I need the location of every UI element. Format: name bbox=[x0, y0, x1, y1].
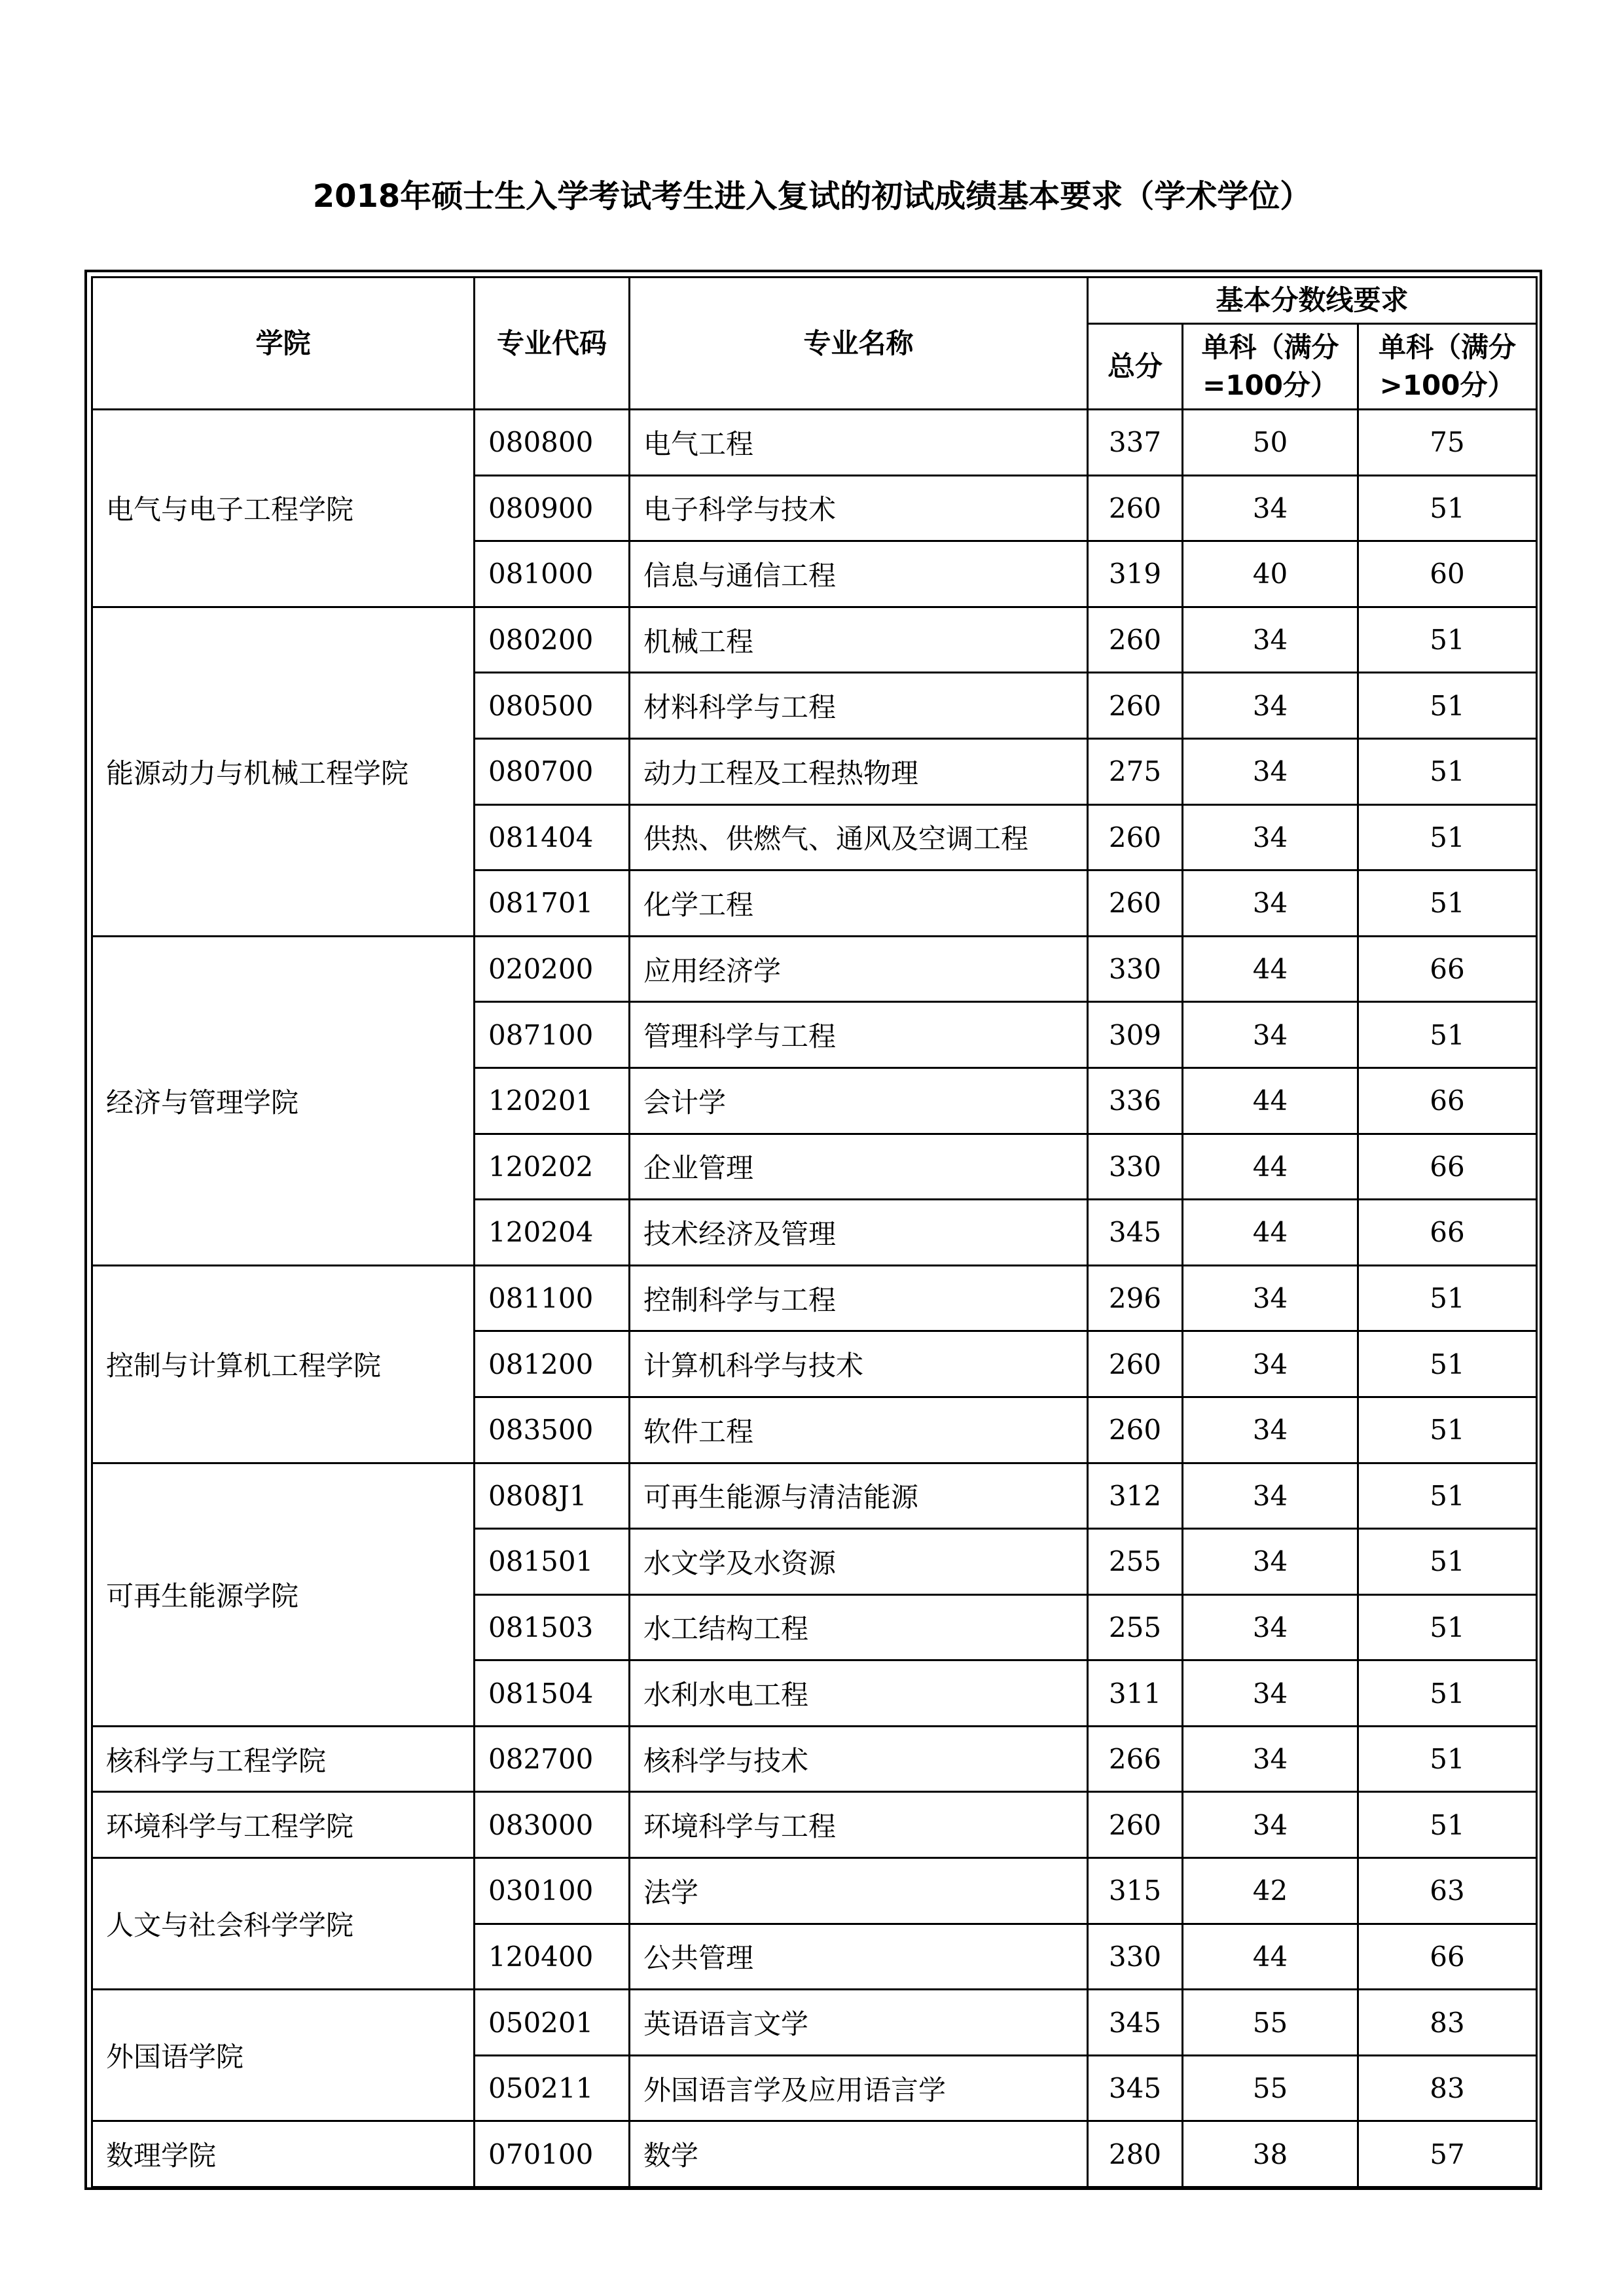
single-100-score-cell: 34 bbox=[1183, 1792, 1358, 1858]
single-over-100-score-cell: 51 bbox=[1358, 1594, 1537, 1660]
total-score-cell: 260 bbox=[1088, 673, 1183, 739]
major-code-cell: 081404 bbox=[475, 804, 630, 870]
major-code-cell: 080200 bbox=[475, 607, 630, 673]
school-cell: 环境科学与工程学院 bbox=[92, 1792, 475, 1858]
major-name-cell: 数学 bbox=[630, 2121, 1088, 2187]
single-100-score-cell: 44 bbox=[1183, 1134, 1358, 1200]
major-code-cell: 081501 bbox=[475, 1529, 630, 1595]
major-name-cell: 动力工程及工程热物理 bbox=[630, 738, 1088, 804]
single-over-100-score-cell: 51 bbox=[1358, 738, 1537, 804]
single-100-score-cell: 44 bbox=[1183, 1200, 1358, 1266]
major-name-cell: 英语语言文学 bbox=[630, 1990, 1088, 2056]
single-100-score-cell: 34 bbox=[1183, 1265, 1358, 1331]
single-100-score-cell: 44 bbox=[1183, 1067, 1358, 1134]
single-over-100-score-cell: 66 bbox=[1358, 1134, 1537, 1200]
score-table bbox=[91, 276, 1538, 2188]
major-name-cell: 技术经济及管理 bbox=[630, 1200, 1088, 1266]
table-row bbox=[92, 2121, 1537, 2187]
major-name-cell: 环境科学与工程 bbox=[630, 1792, 1088, 1858]
major-code-cell: 080800 bbox=[475, 410, 630, 476]
header-name: 专业名称 bbox=[630, 278, 1088, 410]
single-over-100-score-cell: 51 bbox=[1358, 1463, 1537, 1529]
major-code-cell: 120202 bbox=[475, 1134, 630, 1200]
header-total: 总分 bbox=[1088, 324, 1183, 410]
single-over-100-score-cell: 83 bbox=[1358, 1990, 1537, 2056]
single-over-100-score-cell: 83 bbox=[1358, 2055, 1537, 2121]
table-row bbox=[92, 1792, 1537, 1858]
total-score-cell: 330 bbox=[1088, 936, 1183, 1002]
major-name-cell: 计算机科学与技术 bbox=[630, 1331, 1088, 1397]
major-name-cell: 企业管理 bbox=[630, 1134, 1088, 1200]
table-row bbox=[92, 936, 1537, 1002]
major-code-cell: 050201 bbox=[475, 1990, 630, 2056]
total-score-cell: 330 bbox=[1088, 1924, 1183, 1990]
major-code-cell: 080900 bbox=[475, 475, 630, 541]
school-cell: 人文与社会科学学院 bbox=[92, 1858, 475, 1990]
table-row bbox=[92, 1726, 1537, 1792]
total-score-cell: 260 bbox=[1088, 1331, 1183, 1397]
major-name-cell: 电子科学与技术 bbox=[630, 475, 1088, 541]
total-score-cell: 345 bbox=[1088, 2055, 1183, 2121]
major-name-cell: 外国语言学及应用语言学 bbox=[630, 2055, 1088, 2121]
page-title: 2018年硕士生入学考试考生进入复试的初试成绩基本要求（学术学位） bbox=[312, 178, 1312, 215]
school-cell: 数理学院 bbox=[92, 2121, 475, 2187]
total-score-cell: 315 bbox=[1088, 1858, 1183, 1924]
total-score-cell: 296 bbox=[1088, 1265, 1183, 1331]
major-code-cell: 120204 bbox=[475, 1200, 630, 1266]
major-name-cell: 公共管理 bbox=[630, 1924, 1088, 1990]
major-name-cell: 核科学与技术 bbox=[630, 1726, 1088, 1792]
total-score-cell: 345 bbox=[1088, 1990, 1183, 2056]
major-code-cell: 120201 bbox=[475, 1067, 630, 1134]
single-over-100-score-cell: 51 bbox=[1358, 1002, 1537, 1068]
total-score-cell: 260 bbox=[1088, 870, 1183, 937]
major-code-cell: 020200 bbox=[475, 936, 630, 1002]
single-100-score-cell: 34 bbox=[1183, 870, 1358, 937]
single-100-score-cell: 40 bbox=[1183, 541, 1358, 607]
major-name-cell: 机械工程 bbox=[630, 607, 1088, 673]
total-score-cell: 260 bbox=[1088, 1792, 1183, 1858]
major-name-cell: 管理科学与工程 bbox=[630, 1002, 1088, 1068]
major-name-cell: 软件工程 bbox=[630, 1397, 1088, 1463]
total-score-cell: 311 bbox=[1088, 1660, 1183, 1727]
single-100-score-cell: 55 bbox=[1183, 2055, 1358, 2121]
table-row bbox=[92, 607, 1537, 673]
header-code: 专业代码 bbox=[475, 278, 630, 410]
total-score-cell: 255 bbox=[1088, 1594, 1183, 1660]
major-name-cell: 材料科学与工程 bbox=[630, 673, 1088, 739]
total-score-cell: 266 bbox=[1088, 1726, 1183, 1792]
major-code-cell: 083000 bbox=[475, 1792, 630, 1858]
single-100-score-cell: 34 bbox=[1183, 1002, 1358, 1068]
table-row bbox=[92, 1463, 1537, 1529]
total-score-cell: 319 bbox=[1088, 541, 1183, 607]
major-code-cell: 081701 bbox=[475, 870, 630, 937]
major-name-cell: 水工结构工程 bbox=[630, 1594, 1088, 1660]
single-100-score-cell: 34 bbox=[1183, 1463, 1358, 1529]
total-score-cell: 336 bbox=[1088, 1067, 1183, 1134]
single-100-score-cell: 34 bbox=[1183, 607, 1358, 673]
single-over-100-score-cell: 51 bbox=[1358, 673, 1537, 739]
single-over-100-score-cell: 51 bbox=[1358, 870, 1537, 937]
header-school: 学院 bbox=[92, 278, 475, 410]
total-score-cell: 260 bbox=[1088, 1397, 1183, 1463]
single-100-score-cell: 34 bbox=[1183, 1726, 1358, 1792]
total-score-cell: 312 bbox=[1088, 1463, 1183, 1529]
single-over-100-score-cell: 51 bbox=[1358, 1726, 1537, 1792]
school-cell: 核科学与工程学院 bbox=[92, 1726, 475, 1792]
total-score-cell: 260 bbox=[1088, 607, 1183, 673]
school-cell: 外国语学院 bbox=[92, 1990, 475, 2121]
single-over-100-score-cell: 51 bbox=[1358, 475, 1537, 541]
total-score-cell: 275 bbox=[1088, 738, 1183, 804]
single-100-score-cell: 38 bbox=[1183, 2121, 1358, 2187]
table-row bbox=[92, 1858, 1537, 1924]
single-100-score-cell: 34 bbox=[1183, 673, 1358, 739]
header-score-group: 基本分数线要求 bbox=[1088, 278, 1537, 324]
single-100-score-cell: 44 bbox=[1183, 936, 1358, 1002]
table-row bbox=[92, 1990, 1537, 2056]
major-code-cell: 083500 bbox=[475, 1397, 630, 1463]
major-code-cell: 030100 bbox=[475, 1858, 630, 1924]
single-over-100-score-cell: 51 bbox=[1358, 1397, 1537, 1463]
single-100-score-cell: 34 bbox=[1183, 804, 1358, 870]
major-code-cell: 081503 bbox=[475, 1594, 630, 1660]
major-code-cell: 080700 bbox=[475, 738, 630, 804]
major-code-cell: 080500 bbox=[475, 673, 630, 739]
total-score-cell: 345 bbox=[1088, 1200, 1183, 1266]
total-score-cell: 280 bbox=[1088, 2121, 1183, 2187]
single-over-100-score-cell: 66 bbox=[1358, 1924, 1537, 1990]
single-over-100-score-cell: 57 bbox=[1358, 2121, 1537, 2187]
major-name-cell: 供热、供燃气、通风及空调工程 bbox=[630, 804, 1088, 870]
major-name-cell: 化学工程 bbox=[630, 870, 1088, 937]
major-code-cell: 120400 bbox=[475, 1924, 630, 1990]
single-100-score-cell: 50 bbox=[1183, 410, 1358, 476]
major-code-cell: 070100 bbox=[475, 2121, 630, 2187]
major-name-cell: 电气工程 bbox=[630, 410, 1088, 476]
major-name-cell: 可再生能源与清洁能源 bbox=[630, 1463, 1088, 1529]
school-cell: 经济与管理学院 bbox=[92, 936, 475, 1265]
single-100-score-cell: 55 bbox=[1183, 1990, 1358, 2056]
major-name-cell: 法学 bbox=[630, 1858, 1088, 1924]
single-100-score-cell: 34 bbox=[1183, 738, 1358, 804]
major-code-cell: 081100 bbox=[475, 1265, 630, 1331]
single-over-100-score-cell: 66 bbox=[1358, 1200, 1537, 1266]
header-single-100: 单科（满分=100分） bbox=[1183, 324, 1358, 410]
score-table-body bbox=[92, 410, 1537, 2187]
table-row bbox=[92, 1265, 1537, 1331]
single-over-100-score-cell: 51 bbox=[1358, 1792, 1537, 1858]
single-over-100-score-cell: 66 bbox=[1358, 1067, 1537, 1134]
single-100-score-cell: 34 bbox=[1183, 1331, 1358, 1397]
major-code-cell: 050211 bbox=[475, 2055, 630, 2121]
single-over-100-score-cell: 66 bbox=[1358, 936, 1537, 1002]
single-100-score-cell: 34 bbox=[1183, 1529, 1358, 1595]
single-100-score-cell: 42 bbox=[1183, 1858, 1358, 1924]
single-100-score-cell: 34 bbox=[1183, 1397, 1358, 1463]
school-cell: 可再生能源学院 bbox=[92, 1463, 475, 1726]
major-name-cell: 水文学及水资源 bbox=[630, 1529, 1088, 1595]
school-cell: 电气与电子工程学院 bbox=[92, 410, 475, 607]
single-over-100-score-cell: 51 bbox=[1358, 1265, 1537, 1331]
major-code-cell: 081504 bbox=[475, 1660, 630, 1727]
single-100-score-cell: 34 bbox=[1183, 1660, 1358, 1727]
single-over-100-score-cell: 51 bbox=[1358, 1331, 1537, 1397]
major-code-cell: 081000 bbox=[475, 541, 630, 607]
major-name-cell: 会计学 bbox=[630, 1067, 1088, 1134]
major-code-cell: 0808J1 bbox=[475, 1463, 630, 1529]
single-over-100-score-cell: 51 bbox=[1358, 1660, 1537, 1727]
total-score-cell: 309 bbox=[1088, 1002, 1183, 1068]
total-score-cell: 260 bbox=[1088, 804, 1183, 870]
total-score-cell: 330 bbox=[1088, 1134, 1183, 1200]
major-code-cell: 087100 bbox=[475, 1002, 630, 1068]
single-100-score-cell: 34 bbox=[1183, 1594, 1358, 1660]
table-row bbox=[92, 410, 1537, 476]
single-over-100-score-cell: 63 bbox=[1358, 1858, 1537, 1924]
major-code-cell: 081200 bbox=[475, 1331, 630, 1397]
total-score-cell: 337 bbox=[1088, 410, 1183, 476]
single-over-100-score-cell: 75 bbox=[1358, 410, 1537, 476]
major-name-cell: 控制科学与工程 bbox=[630, 1265, 1088, 1331]
school-cell: 能源动力与机械工程学院 bbox=[92, 607, 475, 936]
single-over-100-score-cell: 60 bbox=[1358, 541, 1537, 607]
major-name-cell: 水利水电工程 bbox=[630, 1660, 1088, 1727]
header-single-over-100: 单科（满分>100分） bbox=[1358, 324, 1537, 410]
score-table-frame bbox=[84, 270, 1542, 2190]
total-score-cell: 260 bbox=[1088, 475, 1183, 541]
major-name-cell: 应用经济学 bbox=[630, 936, 1088, 1002]
single-over-100-score-cell: 51 bbox=[1358, 804, 1537, 870]
major-code-cell: 082700 bbox=[475, 1726, 630, 1792]
school-cell: 控制与计算机工程学院 bbox=[92, 1265, 475, 1463]
major-name-cell: 信息与通信工程 bbox=[630, 541, 1088, 607]
single-over-100-score-cell: 51 bbox=[1358, 1529, 1537, 1595]
single-100-score-cell: 34 bbox=[1183, 475, 1358, 541]
total-score-cell: 255 bbox=[1088, 1529, 1183, 1595]
single-100-score-cell: 44 bbox=[1183, 1924, 1358, 1990]
single-over-100-score-cell: 51 bbox=[1358, 607, 1537, 673]
